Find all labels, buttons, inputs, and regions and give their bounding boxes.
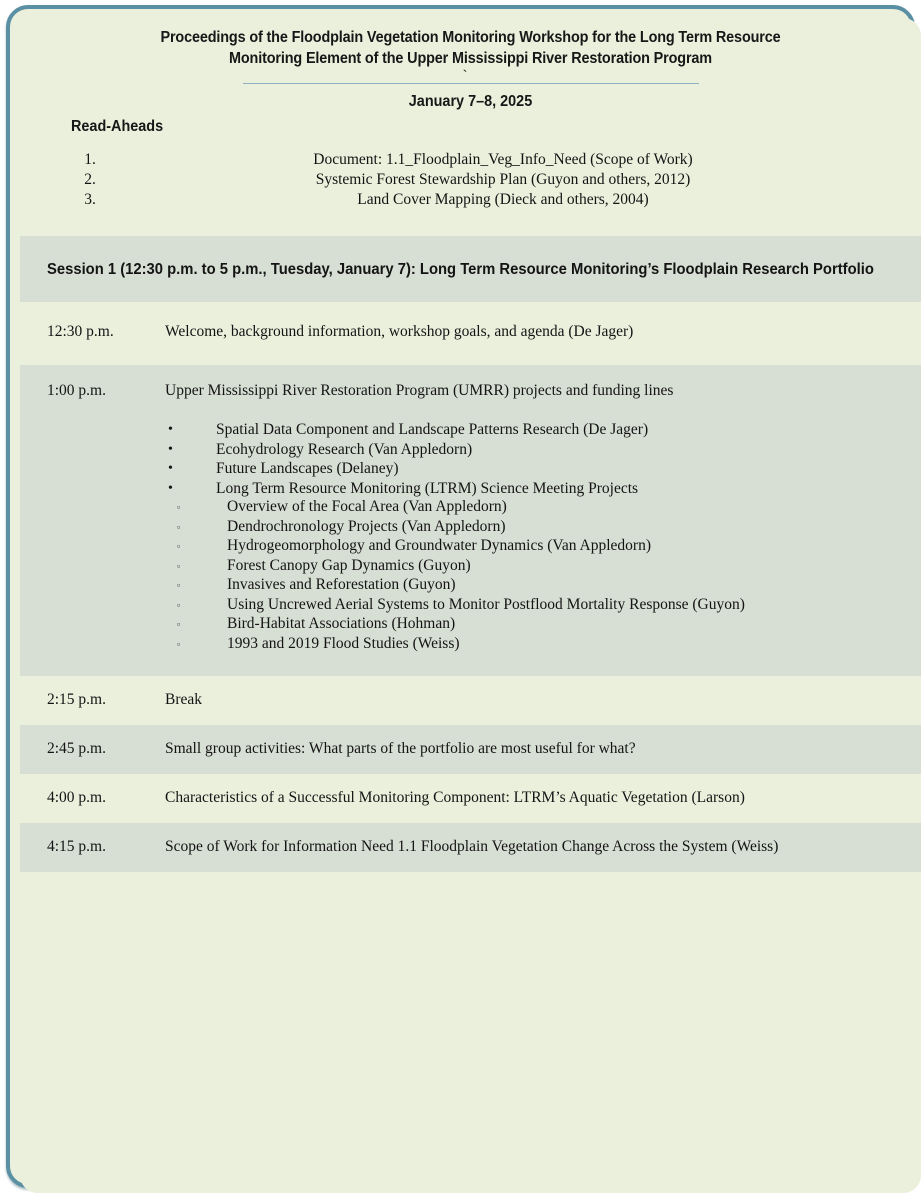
list-item [44,190,897,210]
list-item [165,518,897,538]
list-item-label: Overview of the Focal Area (Van Appledorn) [227,498,507,515]
backtick-glyph: ` [462,68,468,84]
list-item [165,498,897,518]
list-item [165,440,897,460]
list-item [165,576,897,596]
list-item-number: 2. [84,171,96,188]
list-item [165,420,897,440]
bullet-square-icon: ▫ [177,521,181,532]
table-row [20,725,921,774]
agenda-description: Characteristics of a Successful Monitoring Component: LTRM’s Aquatic Vegetation (Larson) [165,789,745,806]
bullet-dot-icon: • [168,480,173,496]
agenda-time: 4:15 p.m. [47,838,106,855]
list-item-label: Systemic Forest Stewardship Plan (Guyon and others, 2012) [315,171,691,188]
bullet-square-icon: ▫ [177,638,181,649]
title-divider-rule [243,83,699,84]
agenda-description: Small group activities: What parts of the portfolio are most useful for what? [165,740,636,757]
list-item [165,537,897,557]
list-item-label: Future Landscapes (Delaney) [216,460,399,477]
table-row [20,774,921,823]
title-section [20,18,921,236]
table-row [20,302,921,365]
list-item [165,596,897,616]
tick-mark-row [44,69,897,83]
agenda-description-block [165,381,921,654]
bullet-dot-icon: • [168,441,173,457]
agenda-description: Welcome, background information, workshop goals, and agenda (De Jager) [165,323,634,340]
list-item-label: Dendrochronology Projects (Van Appledorn) [227,517,506,535]
bullet-square-icon: ▫ [177,502,181,512]
list-item [44,170,897,190]
list-item-label: Spatial Data Component and Landscape Patterns Research (De Jager) [216,421,649,438]
list-item-label: Invasives and Reforestation (Guyon) [227,576,456,593]
list-item [165,479,897,499]
bullet-square-icon: ▫ [177,599,181,610]
session-header-band [20,236,921,302]
bullet-square-icon: ▫ [177,541,181,551]
list-item-label: Hydrogeomorphology and Groundwater Dynamics (Van Appledorn) [227,537,652,554]
list-item-label: Forest Canopy Gap Dynamics (Guyon) [227,556,471,574]
agenda-description: Upper Mississippi River Restoration Program (UMRR) projects and funding lines [165,382,674,399]
list-item [165,635,897,655]
agenda-subbullet-list [165,498,897,654]
bullet-square-icon: ▫ [177,619,181,629]
table-row [20,365,921,676]
list-item-label: Ecohydrology Research (Van Appledorn) [216,440,473,458]
document-date: January 7–8, 2025 [408,93,533,110]
bullet-dot-icon: • [168,461,173,476]
read-aheads-list [44,150,897,236]
agenda-time: 2:45 p.m. [47,740,106,757]
list-item-label: Bird-Habitat Associations (Hohman) [227,615,456,632]
agenda-time: 1:00 p.m. [47,382,106,399]
page-empty-area [20,872,921,1193]
list-item-label: Using Uncrewed Aerial Systems to Monitor Postflood Mortality Response (Guyon) [227,595,745,613]
list-item-label: Long Term Resource Monitoring (LTRM) Science Meeting Projects [216,479,639,497]
agenda-time: 12:30 p.m. [47,323,114,340]
list-item-label: Land Cover Mapping (Dieck and others, 2004) [357,191,649,208]
list-item [44,150,897,170]
agenda-time: 4:00 p.m. [47,789,106,806]
table-row [20,823,921,872]
session-header-title: Session 1 (12:30 p.m. to 5 p.m., Tuesday, January 7): Long Term Resource Monitoring’s Floodplain Research Portfolio [47,261,874,278]
agenda-time: 2:15 p.m. [47,691,106,708]
page-border [6,5,915,1188]
read-aheads-heading: Read-Aheads [71,118,164,135]
bullet-square-icon: ▫ [177,560,181,571]
agenda-description: Break [165,691,203,708]
list-item-label: Document: 1.1_Floodplain_Veg_Info_Need (Scope of Work) [313,151,693,168]
list-item-number: 3. [84,191,96,208]
list-item-number: 1. [84,151,96,168]
page-content [20,18,921,1193]
table-row [20,676,921,725]
document-title-line-2: Monitoring Element of the Upper Mississippi River Restoration Program [229,50,712,67]
list-item [165,615,897,635]
list-item [165,557,897,577]
list-item-label: 1993 and 2019 Flood Studies (Weiss) [227,634,460,652]
document-title-line-1: Proceedings of the Floodplain Vegetation Monitoring Workshop for the Long Term Resource [160,29,781,46]
bullet-square-icon: ▫ [177,580,181,590]
agenda-bullet-list [165,420,897,498]
bullet-dot-icon: • [168,422,173,437]
agenda-description: Scope of Work for Information Need 1.1 Floodplain Vegetation Change Across the System (Weiss) [165,838,779,855]
list-item [165,459,897,479]
